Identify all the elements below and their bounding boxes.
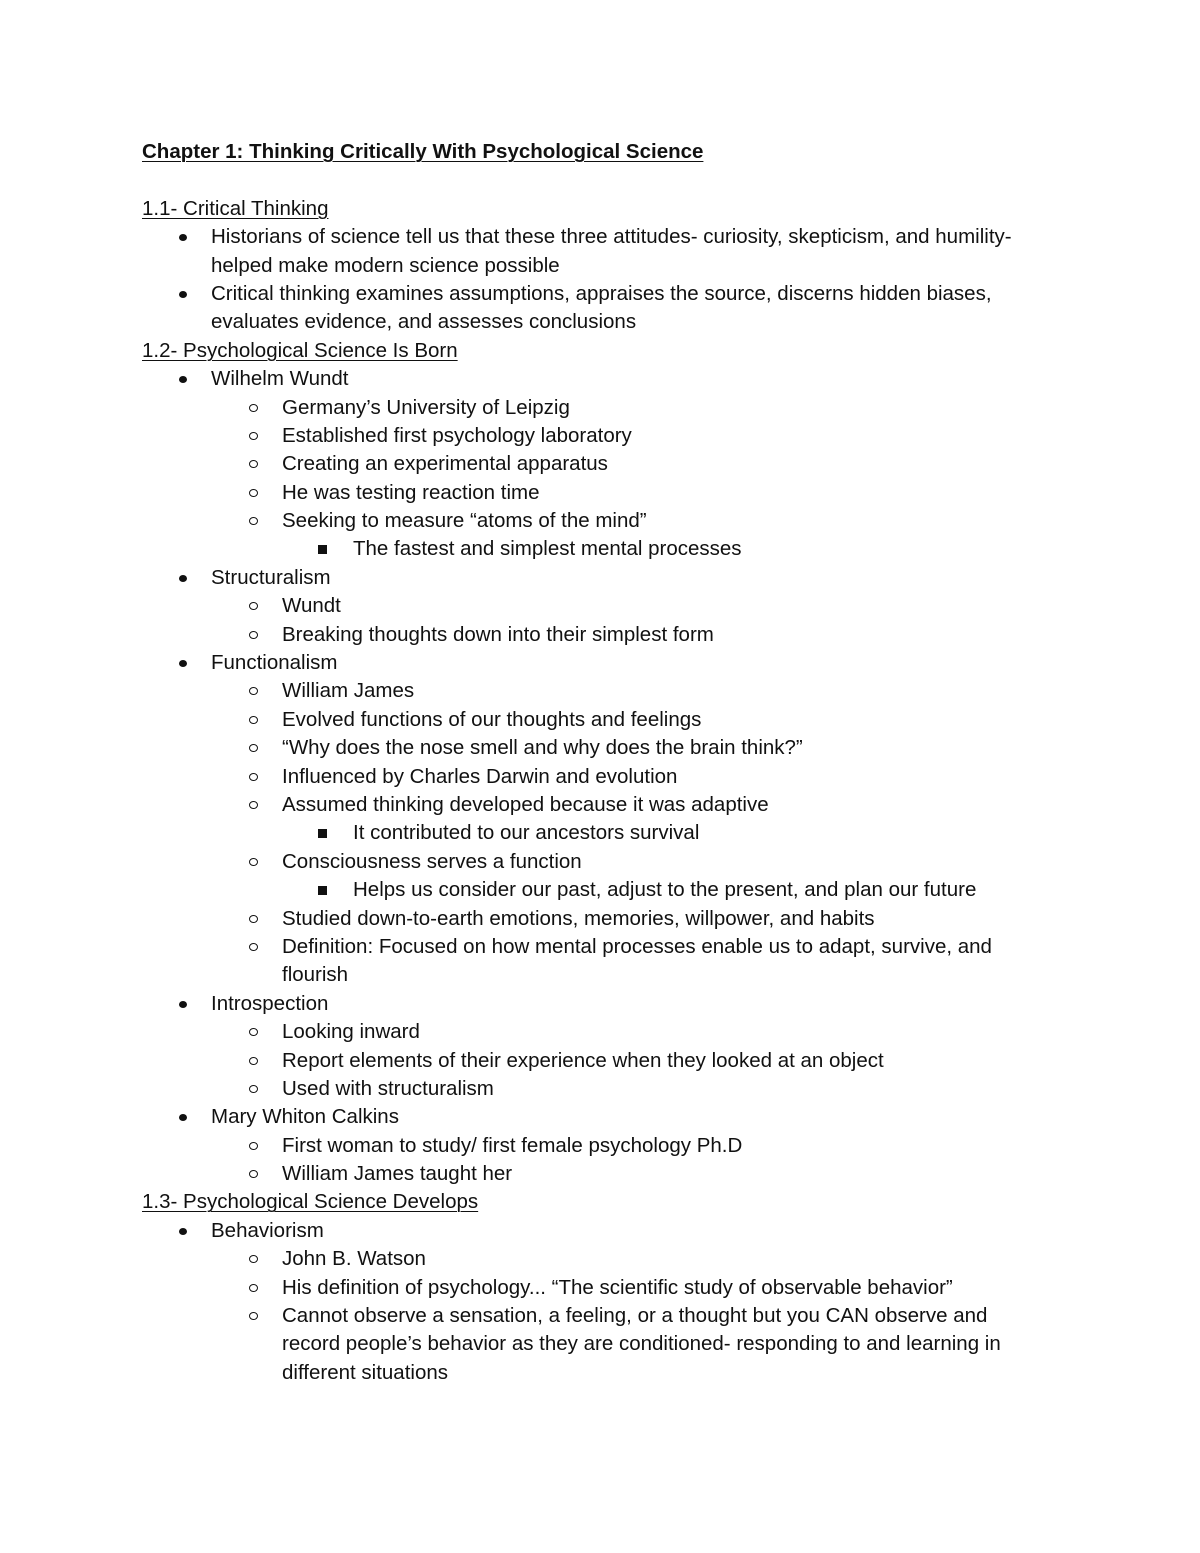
bullet-text: Critical thinking examines assumptions, appraises the source, discerns hidden biases, [211, 281, 992, 305]
bullet-text: Introspection [211, 991, 329, 1015]
section-heading-row [0, 195, 1200, 223]
bullet-item [0, 1018, 1200, 1046]
bullet-text: evaluates evidence, and assesses conclusions [211, 310, 637, 334]
bullet-item [0, 422, 1200, 450]
hollow-bullet-icon [249, 1170, 258, 1178]
bullet-text: Evolved functions of our thoughts and feelings [282, 707, 702, 731]
bullet-text: Wilhelm Wundt [211, 367, 349, 391]
filled-bullet-icon [179, 575, 187, 582]
bullet-text: Creating an experimental apparatus [282, 452, 608, 476]
bullet-text: Influenced by Charles Darwin and evolution [282, 764, 678, 788]
bullet-item [0, 621, 1200, 649]
section-heading: 1.2- Psychological Science Is Born [142, 338, 458, 362]
bullet-item [0, 990, 1200, 1018]
bullet-item [0, 394, 1200, 422]
bullet-item [0, 1103, 1200, 1131]
outline-list [0, 166, 1200, 1387]
bullet-text: Germany’s University of Leipzig [282, 395, 570, 419]
hollow-bullet-icon [249, 716, 258, 724]
bullet-item [0, 1047, 1200, 1075]
bullet-item [0, 649, 1200, 677]
filled-bullet-icon [179, 376, 187, 383]
hollow-bullet-icon [249, 1284, 258, 1292]
bullet-text: Behaviorism [211, 1218, 324, 1242]
filled-bullet-icon [179, 660, 187, 667]
bullet-text: Seeking to measure “atoms of the mind” [282, 509, 647, 533]
bullet-item [0, 905, 1200, 933]
bullet-text: First woman to study/ first female psychology Ph.D [282, 1133, 743, 1157]
bullet-continuation [0, 1330, 1200, 1358]
bullet-text: Report elements of their experience when they looked at an object [282, 1048, 884, 1072]
hollow-bullet-icon [249, 1255, 258, 1263]
bullet-text: flourish [282, 963, 349, 987]
hollow-bullet-icon [249, 744, 258, 752]
bullet-text: Established first psychology laboratory [282, 423, 632, 447]
hollow-bullet-icon [249, 687, 258, 695]
bullet-item [0, 848, 1200, 876]
bullet-item [0, 1302, 1200, 1330]
bullet-text: Structuralism [211, 565, 331, 589]
hollow-bullet-icon [249, 1057, 258, 1065]
bullet-text: Used with structuralism [282, 1076, 494, 1100]
hollow-bullet-icon [249, 801, 258, 809]
filled-bullet-icon [179, 1114, 187, 1121]
bullet-item [0, 535, 1200, 563]
bullet-item [0, 564, 1200, 592]
bullet-continuation [0, 252, 1200, 280]
hollow-bullet-icon [249, 1312, 258, 1320]
bullet-text: Cannot observe a sensation, a feeling, or a thought but you CAN observe and [282, 1304, 988, 1328]
bullet-text: He was testing reaction time [282, 480, 540, 504]
bullet-item [0, 1217, 1200, 1245]
bullet-text: Definition: Focused on how mental processes enable us to adapt, survive, and [282, 934, 992, 958]
bullet-text: record people’s behavior as they are conditioned- responding to and learning in [282, 1332, 1001, 1356]
filled-bullet-icon [179, 1001, 187, 1008]
bullet-item [0, 791, 1200, 819]
bullet-item [0, 223, 1200, 251]
bullet-item [0, 706, 1200, 734]
bullet-item [0, 933, 1200, 961]
bullet-item [0, 1132, 1200, 1160]
hollow-bullet-icon [249, 517, 258, 525]
hollow-bullet-icon [249, 432, 258, 440]
bullet-item [0, 677, 1200, 705]
bullet-item [0, 1274, 1200, 1302]
section-heading: 1.3- Psychological Science Develops [142, 1190, 479, 1214]
hollow-bullet-icon [249, 631, 258, 639]
bullet-item [0, 507, 1200, 535]
section-heading: 1.1- Critical Thinking [142, 196, 329, 220]
bullet-text: William James [282, 679, 415, 703]
bullet-item [0, 450, 1200, 478]
section-heading-row [0, 1188, 1200, 1216]
bullet-text: Consciousness serves a function [282, 849, 582, 873]
bullet-continuation [0, 308, 1200, 336]
document-title: Chapter 1: Thinking Critically With Psychological Science [142, 140, 704, 163]
bullet-continuation [0, 961, 1200, 989]
bullet-text: Historians of science tell us that these three attitudes- curiosity, skepticism, and humility- [211, 225, 1012, 249]
bullet-item [0, 1245, 1200, 1273]
hollow-bullet-icon [249, 943, 258, 951]
bullet-text: “Why does the nose smell and why does the brain think?” [282, 736, 803, 760]
bullet-text: Mary Whiton Calkins [211, 1105, 399, 1129]
hollow-bullet-icon [249, 858, 258, 866]
square-bullet-icon [318, 886, 327, 895]
hollow-bullet-icon [249, 773, 258, 781]
bullet-text: Assumed thinking developed because it was adaptive [282, 792, 769, 816]
bullet-item [0, 592, 1200, 620]
bullet-text: William James taught her [282, 1162, 513, 1186]
bullet-item [0, 876, 1200, 904]
square-bullet-icon [318, 545, 327, 554]
bullet-item [0, 280, 1200, 308]
hollow-bullet-icon [249, 1142, 258, 1150]
hollow-bullet-icon [249, 404, 258, 412]
bullet-text: John B. Watson [282, 1247, 426, 1271]
bullet-continuation [0, 1359, 1200, 1387]
bullet-text: The fastest and simplest mental processes [353, 537, 742, 561]
bullet-text: different situations [282, 1360, 449, 1384]
bullet-text: Wundt [282, 594, 341, 618]
bullet-item [0, 1160, 1200, 1188]
blank-line [0, 166, 1200, 194]
filled-bullet-icon [179, 291, 187, 298]
document-body [0, 138, 1200, 1387]
bullet-text: Functionalism [211, 651, 338, 675]
bullet-item [0, 763, 1200, 791]
hollow-bullet-icon [249, 489, 258, 497]
hollow-bullet-icon [249, 915, 258, 923]
filled-bullet-icon [179, 234, 187, 241]
bullet-text: His definition of psychology... “The scientific study of observable behavior” [282, 1275, 953, 1299]
hollow-bullet-icon [249, 460, 258, 468]
bullet-item [0, 479, 1200, 507]
title-line [0, 138, 1200, 166]
hollow-bullet-icon [249, 1028, 258, 1036]
bullet-text: helped make modern science possible [211, 253, 560, 277]
filled-bullet-icon [179, 1228, 187, 1235]
bullet-text: Studied down-to-earth emotions, memories, willpower, and habits [282, 906, 875, 930]
square-bullet-icon [318, 829, 327, 838]
bullet-text: Helps us consider our past, adjust to the present, and plan our future [353, 878, 977, 902]
bullet-item [0, 365, 1200, 393]
bullet-item [0, 734, 1200, 762]
bullet-text: Breaking thoughts down into their simplest form [282, 622, 714, 646]
section-heading-row [0, 337, 1200, 365]
bullet-text: It contributed to our ancestors survival [353, 821, 700, 845]
bullet-item [0, 819, 1200, 847]
bullet-item [0, 1075, 1200, 1103]
hollow-bullet-icon [249, 1085, 258, 1093]
bullet-text: Looking inward [282, 1020, 420, 1044]
hollow-bullet-icon [249, 602, 258, 610]
